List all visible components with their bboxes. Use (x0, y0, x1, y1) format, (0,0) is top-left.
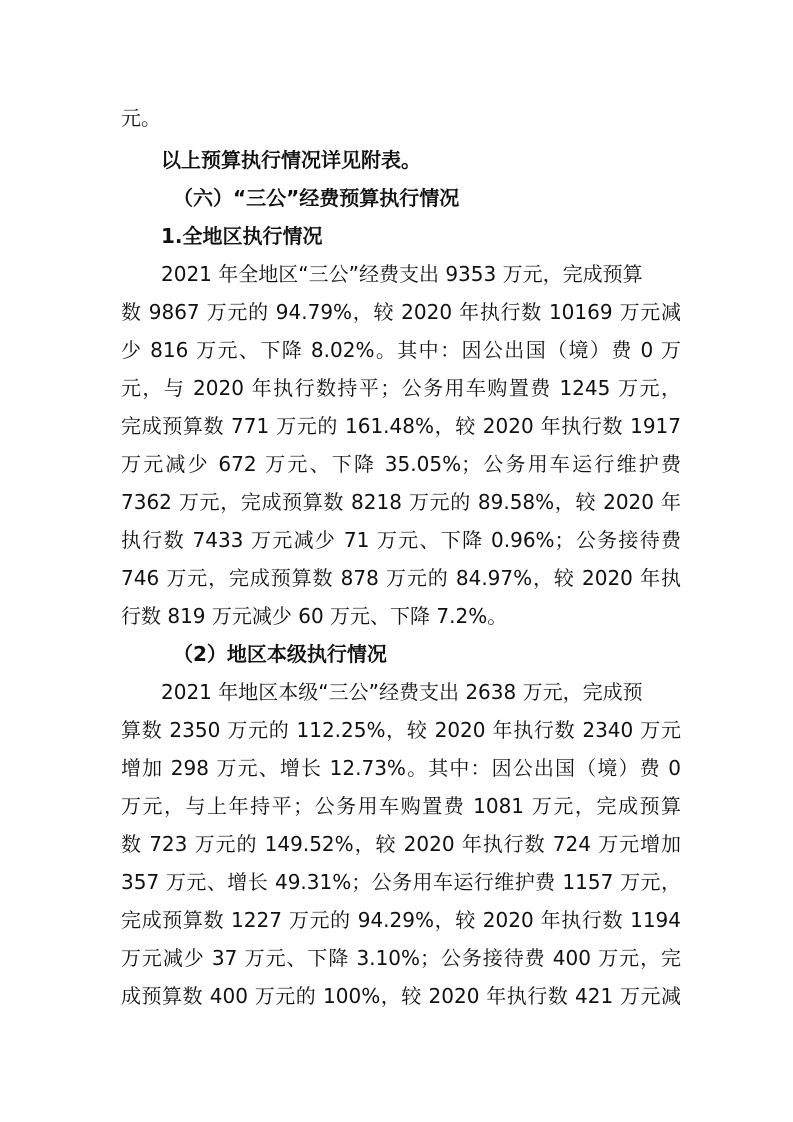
paragraph-line: 执行数 7433 万元减少 71 万元、下降 0.96%；公务接待费 (121, 528, 681, 552)
paragraph-line: 完成预算数 1227 万元的 94.29%，较 2020 年执行数 1194 (121, 908, 681, 932)
text-line-continuation: 元。 (121, 106, 161, 130)
paragraph-line: 数 723 万元的 149.52%，较 2020 年执行数 724 万元增加 (121, 832, 681, 856)
paragraph-line: 数 9867 万元的 94.79%，较 2020 年执行数 10169 万元减 (121, 300, 681, 324)
subsection-heading-1: 1.全地区执行情况 (161, 224, 323, 248)
section-heading-six: （六）“三公”经费预算执行情况 (173, 186, 460, 210)
paragraph-line: 7362 万元，完成预算数 8218 万元的 89.58%，较 2020 年 (121, 490, 681, 514)
paragraph-line: 少 816 万元、下降 8.02%。其中：因公出国（境）费 0 万 (121, 338, 681, 362)
paragraph-line: 万元，与上年持平；公务用车购置费 1081 万元，完成预算 (121, 794, 681, 818)
paragraph-line: 元，与 2020 年执行数持平；公务用车购置费 1245 万元， (121, 376, 681, 400)
subsection-heading-2: （2）地区本级执行情况 (173, 642, 387, 666)
paragraph-line: 357 万元、增长 49.31%；公务用车运行维护费 1157 万元， (121, 870, 681, 894)
summary-note: 以上预算执行情况详见附表。 (161, 148, 421, 172)
paragraph-line: 成预算数 400 万元的 100%，较 2020 年执行数 421 万元减 (121, 984, 681, 1008)
paragraph-line: 增加 298 万元、增长 12.73%。其中：因公出国（境）费 0 (121, 756, 681, 780)
paragraph-line: 2021 年全地区“三公”经费支出 9353 万元，完成预算 (161, 262, 643, 286)
paragraph-line: 行数 819 万元减少 60 万元、下降 7.2%。 (121, 604, 508, 628)
paragraph-line: 万元减少 37 万元、下降 3.10%；公务接待费 400 万元，完 (121, 946, 681, 970)
paragraph-line: 算数 2350 万元的 112.25%，较 2020 年执行数 2340 万元 (121, 718, 681, 742)
paragraph-line: 2021 年地区本级“三公”经费支出 2638 万元，完成预 (161, 680, 643, 704)
paragraph-line: 万元减少 672 万元、下降 35.05%；公务用车运行维护费 (121, 452, 681, 476)
paragraph-line: 完成预算数 771 万元的 161.48%，较 2020 年执行数 1917 (121, 414, 681, 438)
paragraph-line: 746 万元，完成预算数 878 万元的 84.97%，较 2020 年执 (121, 566, 681, 590)
